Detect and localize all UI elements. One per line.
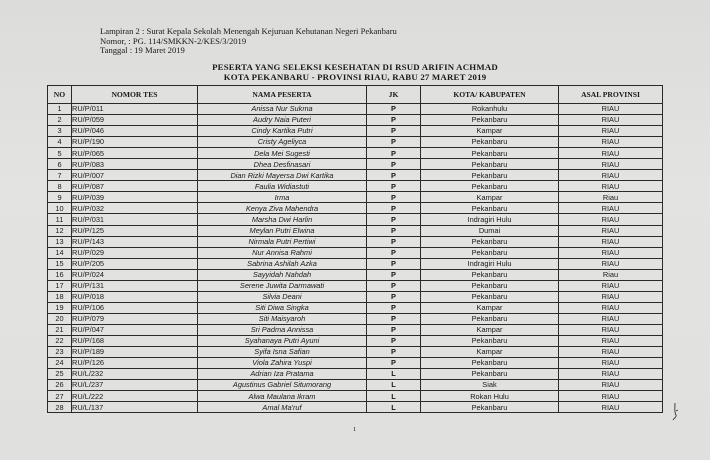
gender-cell: P	[367, 269, 421, 280]
gender-cell: P	[367, 203, 421, 214]
participant-name-cell: Nur Annisa Rahmi	[198, 247, 367, 258]
participant-name-cell: Dela Mei Sugesti	[198, 148, 367, 159]
province-cell: RIAU	[559, 159, 663, 170]
table-row	[48, 214, 663, 225]
test-number-cell: RU/P/205	[72, 258, 198, 269]
province-cell: RIAU	[559, 247, 663, 258]
city-regency-cell: Kampar	[421, 126, 559, 137]
test-number-cell: RU/P/011	[72, 104, 198, 115]
participant-name-cell: Syifa Isna Safian	[198, 347, 367, 358]
row-number-cell: 10	[48, 203, 72, 214]
test-number-cell: RU/P/079	[72, 313, 198, 324]
row-number-cell: 12	[48, 225, 72, 236]
row-number-cell: 23	[48, 347, 72, 358]
city-regency-cell: Kampar	[421, 192, 559, 203]
province-cell: Riau	[559, 192, 663, 203]
gender-cell: P	[367, 214, 421, 225]
table-row	[48, 126, 663, 137]
province-cell: RIAU	[559, 402, 663, 413]
city-regency-cell: Pekanbaru	[421, 358, 559, 369]
city-regency-cell: Kampar	[421, 347, 559, 358]
gender-cell: P	[367, 148, 421, 159]
attachment-line: Lampiran 2 : Surat Kepala Sekolah Menengah Kejuruan Kehutanan Negeri Pekanbaru	[100, 26, 397, 36]
test-number-cell: RU/L/222	[72, 391, 198, 402]
city-regency-cell: Siak	[421, 380, 559, 391]
row-number-cell: 7	[48, 170, 72, 181]
city-regency-cell: Pekanbaru	[421, 159, 559, 170]
province-cell: RIAU	[559, 203, 663, 214]
row-number-cell: 8	[48, 181, 72, 192]
table-row	[48, 203, 663, 214]
participant-name-cell: Agustinus Gabriel Situmorang	[198, 380, 367, 391]
gender-cell: P	[367, 236, 421, 247]
province-cell: RIAU	[559, 104, 663, 115]
test-number-cell: RU/L/237	[72, 380, 198, 391]
margin-mark-icon	[670, 402, 680, 422]
document-subtitle: KOTA PEKANBARU - PROVINSI RIAU, RABU 27 MARET 2019	[223, 72, 487, 82]
table-row	[48, 159, 663, 170]
participant-name-cell: Silvia Deani	[198, 291, 367, 302]
city-regency-cell: Kampar	[421, 324, 559, 335]
test-number-cell: RU/P/087	[72, 181, 198, 192]
row-number-cell: 26	[48, 380, 72, 391]
test-number-cell: RU/P/190	[72, 137, 198, 148]
table-row	[48, 391, 663, 402]
province-cell: RIAU	[559, 291, 663, 302]
table-row	[48, 192, 663, 203]
test-number-cell: RU/P/046	[72, 126, 198, 137]
gender-cell: P	[367, 159, 421, 170]
participant-name-cell: Faulia Widiastuti	[198, 181, 367, 192]
test-number-cell: RU/P/059	[72, 115, 198, 126]
participant-name-cell: Kenya Ziva Mahendra	[198, 203, 367, 214]
test-number-cell: RU/P/125	[72, 225, 198, 236]
gender-cell: P	[367, 126, 421, 137]
row-number-cell: 25	[48, 369, 72, 380]
province-cell: RIAU	[559, 302, 663, 313]
table-row	[48, 380, 663, 391]
test-number-cell: RU/L/137	[72, 402, 198, 413]
gender-cell: P	[367, 358, 421, 369]
header-asal: ASAL PROVINSI	[559, 86, 663, 104]
province-cell: RIAU	[559, 358, 663, 369]
header-kota: KOTA/ KABUPATEN	[421, 86, 559, 104]
test-number-cell: RU/P/031	[72, 214, 198, 225]
gender-cell: P	[367, 280, 421, 291]
table-row	[48, 181, 663, 192]
table-row	[48, 280, 663, 291]
province-cell: RIAU	[559, 335, 663, 346]
test-number-cell: RU/P/047	[72, 324, 198, 335]
city-regency-cell: Pekanbaru	[421, 148, 559, 159]
province-cell: RIAU	[559, 324, 663, 335]
participant-name-cell: Alwa Maulana Ikram	[198, 391, 367, 402]
province-cell: RIAU	[559, 347, 663, 358]
test-number-cell: RU/P/168	[72, 335, 198, 346]
province-cell: RIAU	[559, 313, 663, 324]
city-regency-cell: Pekanbaru	[421, 203, 559, 214]
row-number-cell: 6	[48, 159, 72, 170]
city-regency-cell: Pekanbaru	[421, 335, 559, 346]
participant-name-cell: Adrian Iza Pratama	[198, 369, 367, 380]
table-row	[48, 402, 663, 413]
gender-cell: P	[367, 324, 421, 335]
city-regency-cell: Dumai	[421, 225, 559, 236]
table-row	[48, 369, 663, 380]
participant-name-cell: Marsha Dwi Harlin	[198, 214, 367, 225]
city-regency-cell: Rokan Hulu	[421, 391, 559, 402]
table-row	[48, 247, 663, 258]
city-regency-cell: Indragiri Hulu	[421, 214, 559, 225]
row-number-cell: 22	[48, 335, 72, 346]
header-jk: JK	[367, 86, 421, 104]
table-row	[48, 347, 663, 358]
row-number-cell: 28	[48, 402, 72, 413]
gender-cell: P	[367, 115, 421, 126]
province-cell: RIAU	[559, 126, 663, 137]
province-cell: RIAU	[559, 170, 663, 181]
gender-cell: P	[367, 247, 421, 258]
participant-name-cell: Siti Maisyaroh	[198, 313, 367, 324]
row-number-cell: 19	[48, 302, 72, 313]
gender-cell: L	[367, 391, 421, 402]
gender-cell: P	[367, 170, 421, 181]
participant-name-cell: Anissa Nur Sukma	[198, 104, 367, 115]
participant-name-cell: Audry Naia Puteri	[198, 115, 367, 126]
city-regency-cell: Pekanbaru	[421, 269, 559, 280]
letter-date-line: Tanggal : 19 Maret 2019	[100, 45, 185, 56]
gender-cell: P	[367, 313, 421, 324]
province-cell: RIAU	[559, 236, 663, 247]
province-cell: RIAU	[559, 225, 663, 236]
test-number-cell: RU/P/039	[72, 192, 198, 203]
city-regency-cell: Rokanhulu	[421, 104, 559, 115]
participant-name-cell: Meylan Putri Elwina	[198, 225, 367, 236]
table-row	[48, 324, 663, 335]
province-cell: RIAU	[559, 148, 663, 159]
row-number-cell: 2	[48, 115, 72, 126]
table-row	[48, 148, 663, 159]
province-cell: RIAU	[559, 258, 663, 269]
row-number-cell: 1	[48, 104, 72, 115]
test-number-cell: RU/P/032	[72, 203, 198, 214]
gender-cell: L	[367, 380, 421, 391]
table-row	[48, 236, 663, 247]
gender-cell: P	[367, 347, 421, 358]
participant-name-cell: Cristy Ageliyca	[198, 137, 367, 148]
city-regency-cell: Pekanbaru	[421, 369, 559, 380]
participant-name-cell: Irma	[198, 192, 367, 203]
participant-name-cell: Nirmala Putri Pertiwi	[198, 236, 367, 247]
province-cell: Riau	[559, 269, 663, 280]
table-row	[48, 104, 663, 115]
gender-cell: P	[367, 181, 421, 192]
table-row	[48, 258, 663, 269]
test-number-cell: RU/P/143	[72, 236, 198, 247]
test-number-cell: RU/P/029	[72, 247, 198, 258]
participant-table	[47, 85, 663, 413]
participant-name-cell: Sri Padma Annissa	[198, 324, 367, 335]
participant-name-cell: Dian Rizki Mayersa Dwi Kartika	[198, 170, 367, 181]
table-header-row	[48, 86, 663, 104]
row-number-cell: 13	[48, 236, 72, 247]
row-number-cell: 17	[48, 280, 72, 291]
gender-cell: P	[367, 137, 421, 148]
table-row	[48, 115, 663, 126]
participant-name-cell: Cindy Kartika Putri	[198, 126, 367, 137]
gender-cell: P	[367, 302, 421, 313]
row-number-cell: 15	[48, 258, 72, 269]
row-number-cell: 3	[48, 126, 72, 137]
participant-name-cell: Syahanaya Putri Ayuni	[198, 335, 367, 346]
participant-name-cell: Viola Zahira Yuspi	[198, 358, 367, 369]
province-cell: RIAU	[559, 391, 663, 402]
row-number-cell: 5	[48, 148, 72, 159]
gender-cell: L	[367, 369, 421, 380]
city-regency-cell: Pekanbaru	[421, 181, 559, 192]
province-cell: RIAU	[559, 214, 663, 225]
table-row	[48, 302, 663, 313]
test-number-cell: RU/P/007	[72, 170, 198, 181]
city-regency-cell: Pekanbaru	[421, 291, 559, 302]
table-row	[48, 335, 663, 346]
participant-name-cell: Dhea Desfinasari	[198, 159, 367, 170]
province-cell: RIAU	[559, 369, 663, 380]
city-regency-cell: Kampar	[421, 302, 559, 313]
test-number-cell: RU/P/024	[72, 269, 198, 280]
row-number-cell: 18	[48, 291, 72, 302]
page-number: 1	[353, 426, 357, 433]
header-nomor-tes: NOMOR TES	[72, 86, 198, 104]
province-cell: RIAU	[559, 380, 663, 391]
city-regency-cell: Pekanbaru	[421, 137, 559, 148]
gender-cell: P	[367, 291, 421, 302]
row-number-cell: 20	[48, 313, 72, 324]
row-number-cell: 21	[48, 324, 72, 335]
test-number-cell: RU/P/065	[72, 148, 198, 159]
test-number-cell: RU/P/131	[72, 280, 198, 291]
gender-cell: P	[367, 258, 421, 269]
participant-name-cell: Sayyidah Nahdah	[198, 269, 367, 280]
test-number-cell: RU/P/189	[72, 347, 198, 358]
participant-name-cell: Amal Ma'ruf	[198, 402, 367, 413]
province-cell: RIAU	[559, 115, 663, 126]
table-row	[48, 137, 663, 148]
province-cell: RIAU	[559, 137, 663, 148]
city-regency-cell: Pekanbaru	[421, 280, 559, 291]
table-row	[48, 313, 663, 324]
gender-cell: P	[367, 335, 421, 346]
table-row	[48, 269, 663, 280]
participant-name-cell: Siti Diwa Singka	[198, 302, 367, 313]
province-cell: RIAU	[559, 280, 663, 291]
gender-cell: P	[367, 192, 421, 203]
row-number-cell: 14	[48, 247, 72, 258]
row-number-cell: 24	[48, 358, 72, 369]
participant-name-cell: Serene Juwita Darmawati	[198, 280, 367, 291]
row-number-cell: 11	[48, 214, 72, 225]
row-number-cell: 16	[48, 269, 72, 280]
test-number-cell: RU/P/083	[72, 159, 198, 170]
test-number-cell: RU/P/106	[72, 302, 198, 313]
header-no: NO	[48, 86, 72, 104]
gender-cell: L	[367, 402, 421, 413]
row-number-cell: 27	[48, 391, 72, 402]
header-nama: NAMA PESERTA	[198, 86, 367, 104]
gender-cell: P	[367, 225, 421, 236]
city-regency-cell: Pekanbaru	[421, 402, 559, 413]
letter-number-line: Nomor, : PG. 114/SMKKN-2/KES/3/2019	[100, 35, 247, 46]
city-regency-cell: Pekanbaru	[421, 247, 559, 258]
city-regency-cell: Pekanbaru	[421, 313, 559, 324]
row-number-cell: 4	[48, 137, 72, 148]
letterhead	[100, 27, 397, 56]
city-regency-cell: Pekanbaru	[421, 170, 559, 181]
document-title: PESERTA YANG SELEKSI KESEHATAN DI RSUD ARIFIN ACHMAD	[212, 62, 498, 72]
province-cell: RIAU	[559, 181, 663, 192]
city-regency-cell: Pekanbaru	[421, 236, 559, 247]
table-row	[48, 225, 663, 236]
table-row	[48, 170, 663, 181]
gender-cell: P	[367, 104, 421, 115]
participant-name-cell: Sabrina Ashilah Azka	[198, 258, 367, 269]
table-row	[48, 358, 663, 369]
test-number-cell: RU/P/018	[72, 291, 198, 302]
row-number-cell: 9	[48, 192, 72, 203]
table-row	[48, 291, 663, 302]
city-regency-cell: Pekanbaru	[421, 115, 559, 126]
test-number-cell: RU/L/232	[72, 369, 198, 380]
test-number-cell: RU/P/126	[72, 358, 198, 369]
city-regency-cell: Indragiri Hulu	[421, 258, 559, 269]
